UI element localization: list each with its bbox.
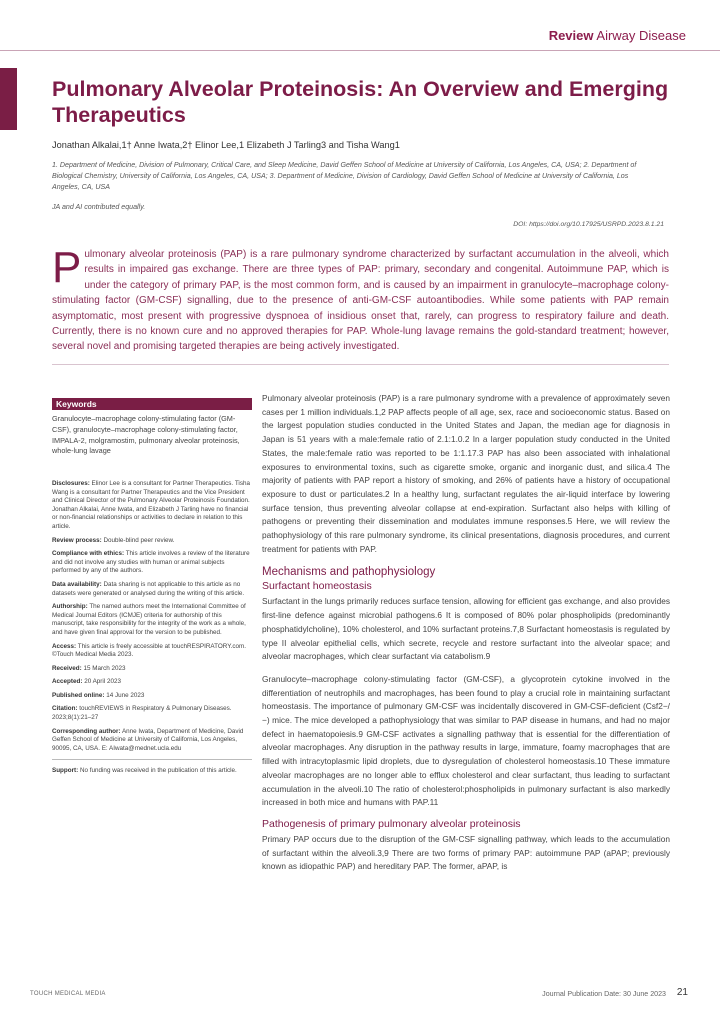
- heading-surfactant-homeostasis: Surfactant homeostasis: [262, 580, 372, 593]
- abstract-dropcap: P: [52, 243, 82, 292]
- header-kind: Review: [548, 28, 594, 43]
- author-list: Jonathan Alkalai,1† Anne Iwata,2† Elinor Lee,1 Elizabeth J Tarling3 and Tisha Wang1: [52, 140, 400, 150]
- note-compliance-ethics: Compliance with ethics: This article involves a review of the literature and did not involve any studies with human or animal subjects performed by any of the authors.: [52, 550, 250, 575]
- surfactant-paragraph: Surfactant in the lungs primarily reduces surface tension, allowing for efficient gas exchange, and also provides first-line defence against microbial pathogens.6 It is composed of 80% polar phospholipids (predominantly phosphatidylcholine), 10% cholesterol, and 10% surfactant proteins.7,8 Surfactant homeostasis is regulated by type II alveolar epithelial cells, which secrete, recycle and restore surfactant into the alveolar space; and alveolar macrophages, which clear surfactant via catabolism.9: [262, 596, 670, 662]
- article-title: Pulmonary Alveolar Proteinosis: An Overview and Emerging Therapeutics: [52, 77, 669, 127]
- publication-date: Journal Publication Date: 30 June 2023: [542, 990, 666, 998]
- note-citation: Citation: touchREVIEWS in Respiratory & Pulmonary Diseases. 2023;8(1):21–27: [52, 705, 232, 722]
- section-header: [549, 28, 686, 43]
- note-review-process: Review process: Double-blind peer review.: [52, 536, 175, 544]
- keywords-heading: Keywords: [56, 399, 97, 409]
- notes-divider: [52, 759, 252, 760]
- intro-paragraph: Pulmonary alveolar proteinosis (PAP) is a rare pulmonary syndrome with a prevalence of approximately seven cases per 1 million individuals.1,2 PAP affects people of all age, sex, race and socioeconomic status. Based on the largest population studies conducted in the United States and Japan, the median age for diagnosis in Japan is 51 years with a male:female ratio of 2.1:1.0.2 In a larger population study conducted in the United States, the male:female ratio was reported to be 1:1.17.3 PAP has also been associated with inhalational exposures to environmental toxins, such as cigarette smoke, organic and inorganic dust, and silica.4 The majority of patients with PAP report a history of smoking, and 26% of patients have a history of occupational exposure to dust or particulates.2 In a healthy lung, surfactant regulates the air-liquid interface by lowering surface tension, thus preventing alveolar collapse at end-expiration. Surfactant also helps with killing of pathogens or preventing their dissemination and modulates immune responses.5 Here, we will review the pathophysiology of this rare pulmonary syndrome, its clinical presentations, diagnosis procedures, and current treatment for patients with PAP.: [262, 393, 670, 554]
- abstract-text: ulmonary alveolar proteinosis (PAP) is a rare pulmonary syndrome characterized by surfactant accumulation in the alveoli, which results in impaired gas exchange. There are three types of PAP: primary, secondary and congenital. Autoimmune PAP, which is under the category of primary PAP, is the most common form, and is caused by an impairment in granulocyte–macrophage colony-stimulating factor (GM-CSF) signalling, due to the presence of anti-GM-CSF autoantibodies. While some patients with PAP remain asymptomatic, most present with progressive dyspnoea of insidious onset that, rarely, can progress to respiratory failure and death. Currently, there is no known cure and no approved therapies for PAP. Whole-lung lavage remains the gold-standard treatment; however, several novel and promising targeted therapies are being actively investigated.: [52, 249, 669, 353]
- note-accepted: Accepted: 20 April 2023: [52, 678, 121, 686]
- note-authorship: Authorship: The named authors meet the International Committee of Medical Journal Editors (ICMJE) criteria for authorship of this manuscript, take responsibility for the integrity of the work as a whole, and have given final approval for the version to be published.: [52, 603, 246, 636]
- contribution-note: JA and AI contributed equally.: [52, 203, 146, 211]
- main-body: [262, 392, 670, 883]
- heading-mechanisms: Mechanisms and pathophysiology: [262, 566, 436, 579]
- keywords-list: Granulocyte–macrophage colony-stimulating factor (GM-CSF), granulocyte–macrophage colony-stimulating factor, IMPALA-2, molgramostim, pulmonary alveolar proteinosis, whole-lung lavage: [52, 414, 240, 456]
- doi-link[interactable]: DOI: https://doi.org/10.17925/USRPD.2023.8.1.21: [513, 221, 664, 228]
- accent-sidebar: [0, 68, 17, 130]
- page-number: 21: [676, 987, 688, 998]
- header-divider: [0, 50, 720, 51]
- pathogenesis-paragraph: Primary PAP occurs due to the disruption of the GM-CSF signalling pathway, which leads to the accumulation of surfactant within the alveoli.3,9 There are two forms of primary PAP: autoimmune PAP (aPAP; previously known as idiopathic PAP) and hereditary PAP. The former, aPAP, is: [262, 833, 670, 872]
- header-section: Airway Disease: [596, 28, 686, 43]
- note-data-availability: Data availability: Data sharing is not applicable to this article as no datasets were generated or analysed during the writing of this article.: [52, 580, 245, 597]
- note-disclosures: Disclosures: Elinor Lee is a consultant for Partner Therapeutics. Tisha Wang is a consultant for Partner Therapeutics and the Vice President and Clinical Director of the Pulmonary Alveolar Proteinosis Foundation. Jonathan Alkalai, Anne Iwata, and Elizabeth J Tarling have no financial or non-financial relationships or activities to declare in relation to this article.: [52, 480, 250, 530]
- note-received: Received: 15 March 2023: [52, 664, 126, 672]
- note-corresponding-author: Corresponding author: Anne Iwata, Department of Medicine, David Geffen School of Medicine at University of California, Los Angeles, 90095, CA, USA. E: AIwata@mednet.ucla.edu: [52, 727, 244, 752]
- abstract-divider: [52, 364, 669, 365]
- note-support: Support: No funding was received in the publication of this article.: [52, 767, 237, 775]
- abstract: [52, 243, 669, 355]
- affiliations: 1. Department of Medicine, Division of Pulmonary, Critical Care, and Sleep Medicine, David Geffen School of Medicine at University of California, Los Angeles, CA, USA; 2. Department of Biological Chemistry, University of California, Los Angeles, CA, USA; 3. Department of Medicine, Division of Cardiology, David Geffen School of Medicine at University of California, Los Angeles, CA, USA: [52, 161, 637, 191]
- publisher-name: TOUCH MEDICAL MEDIA: [30, 991, 106, 997]
- note-published: Published online: 14 June 2023: [52, 691, 145, 699]
- heading-pathogenesis: Pathogenesis of primary pulmonary alveolar proteinosis: [262, 817, 521, 830]
- gmcsf-paragraph: Granulocyte–macrophage colony-stimulating factor (GM-CSF), a glycoprotein cytokine involved in the differentiation of neutrophils and macrophages, has been found to play a crucial role in maintaining surfactant homeostasis. The importance of pulmonary GM-CSF was incidentally discovered in GM-CSF-deficient (Csf2−/−) mice. The mice developed a pathophysiology that was similar to PAP disease in humans, and had no major defect in haematopoiesis.9 GM-CSF activates a signalling pathway that is essential for the differentiation of alveolar macrophages. Any disruption in the pathway results in large, immature, foamy macrophages that are filled with intracytoplasmic lipid droplets, due to dysregulation of cholesterol homeostasis.10 These immature alveolar macrophages are no longer able to efflux cholesterol and clear surfactant, thus leading to surfactant accumulation in the alveoli.10 The ratio of cholesterol:phospholipids in pulmonary surfactant is also markedly increased in both mice and humans with PAP.11: [262, 673, 670, 808]
- article-notes: [52, 480, 252, 781]
- note-access: Access: This article is freely accessible at touchRESPIRATORY.com. ©Touch Medical Media 2023.: [52, 642, 247, 659]
